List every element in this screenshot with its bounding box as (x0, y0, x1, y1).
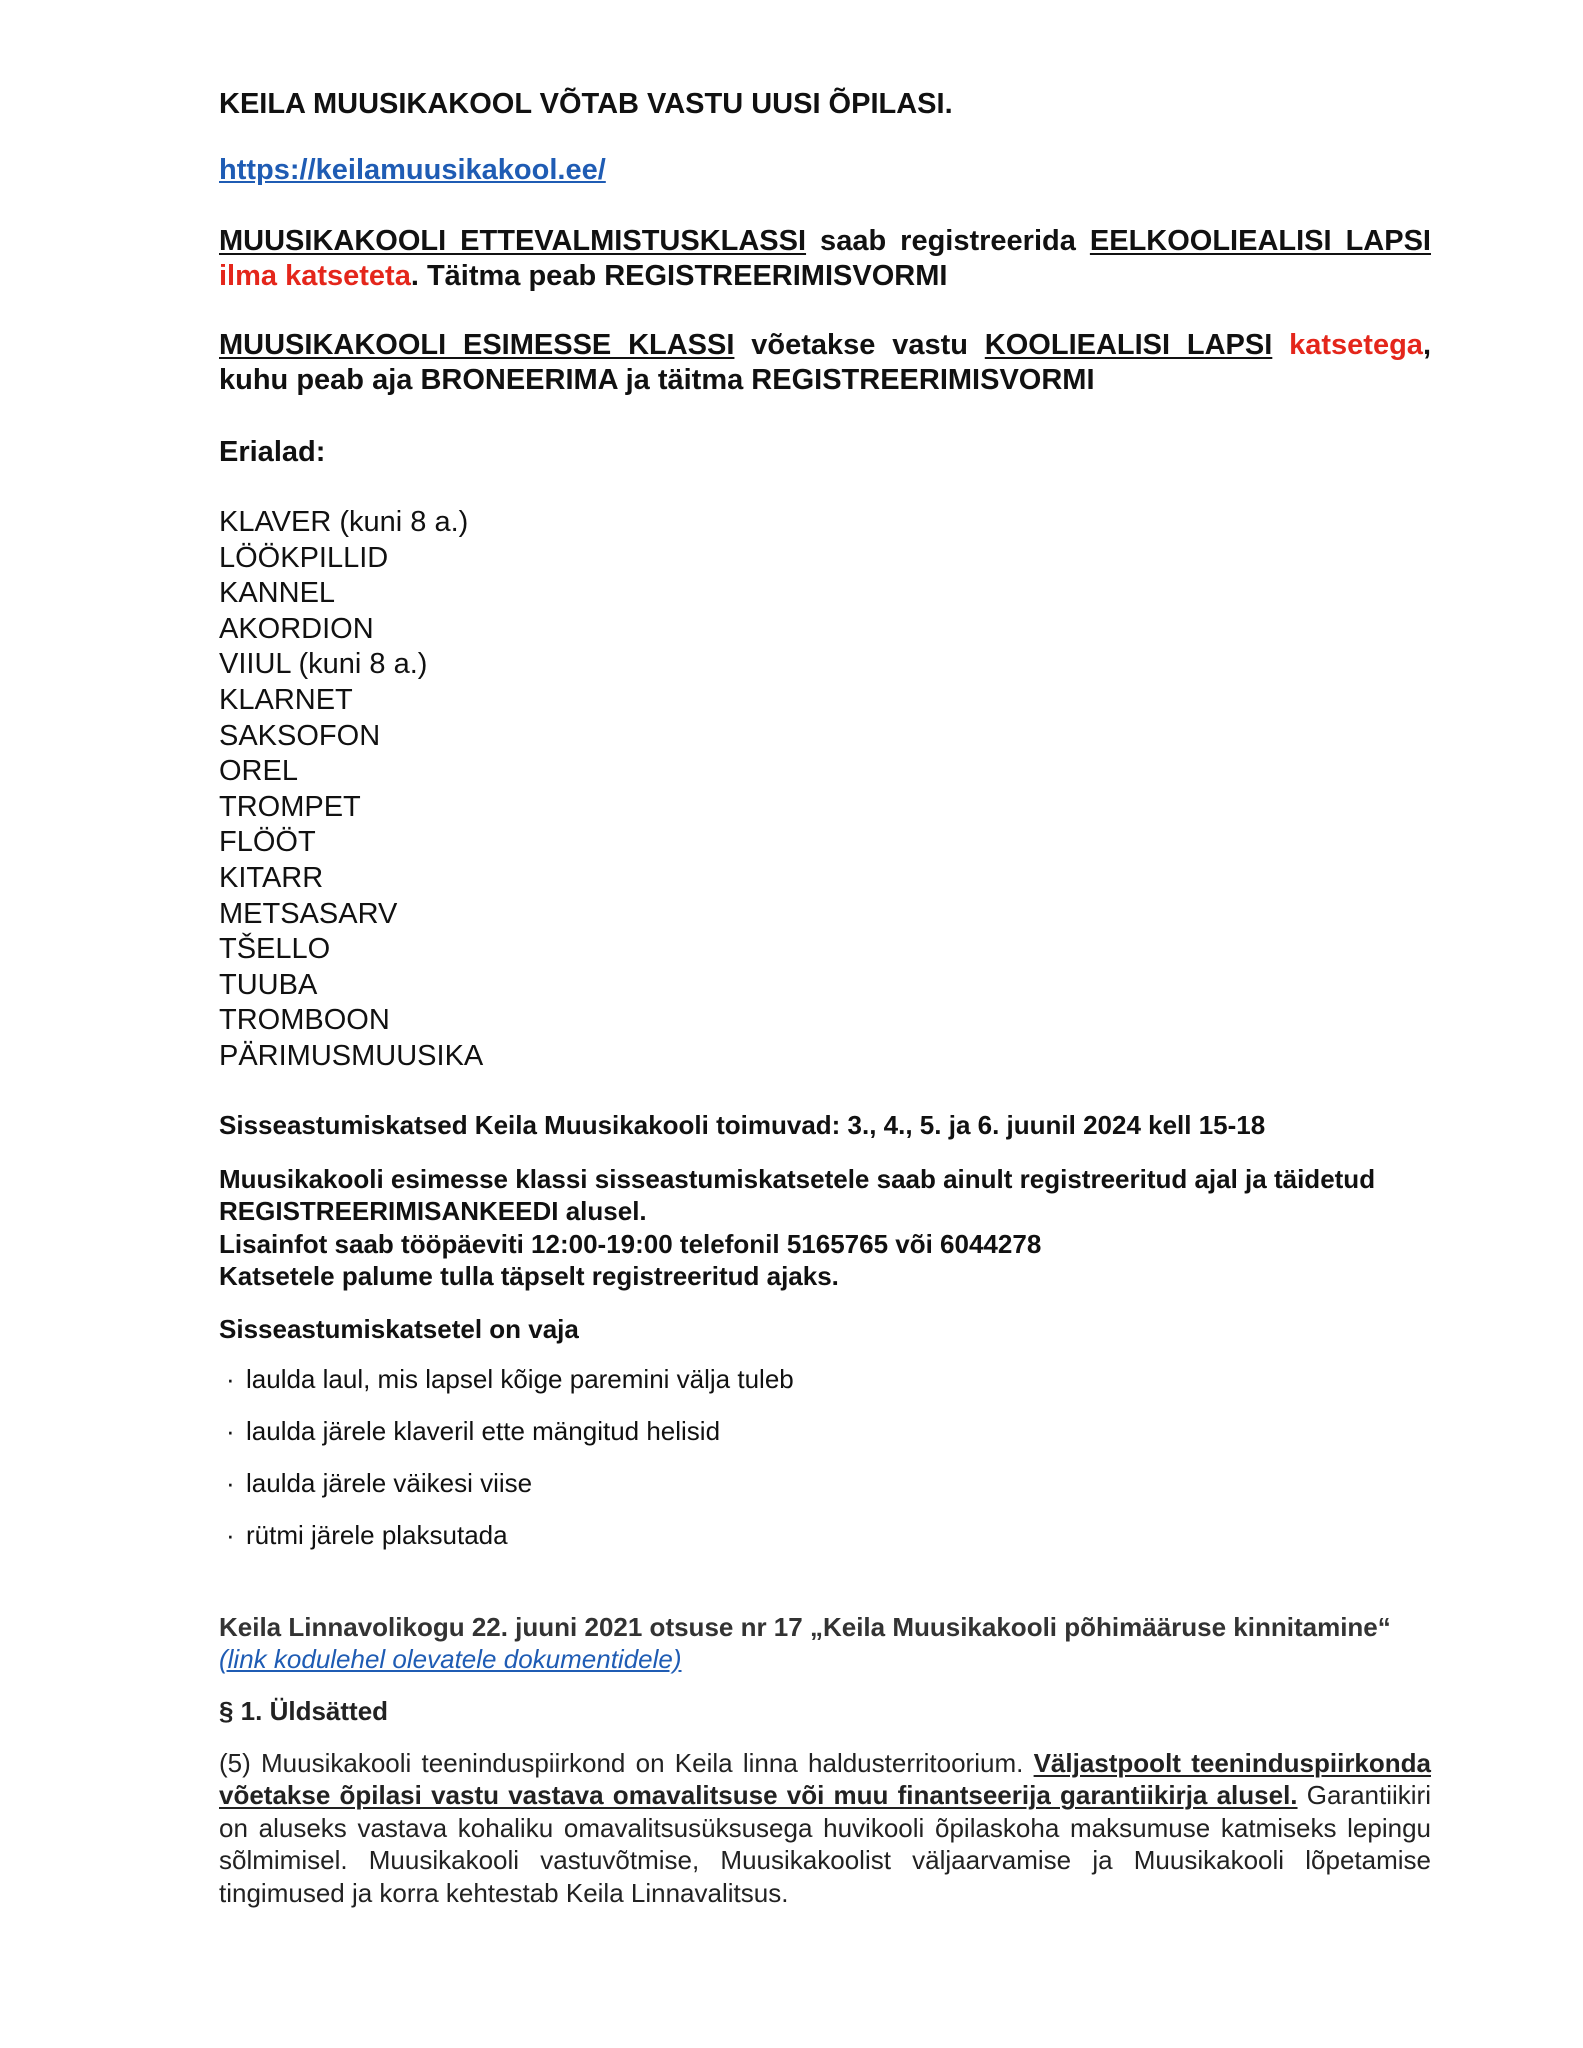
subject-item: PÄRIMUSMUUSIKA (219, 1039, 484, 1072)
subject-item: KLAVER (kuni 8 a.) (219, 506, 469, 538)
prep-class-who: EELKOOLIEALISI LAPSI (1089, 225, 1431, 257)
subject-item: LÖÖKPILLID (219, 541, 389, 574)
section-text-part1: (5) Muusikakooli teeninduspiirkond on Keila linna haldusterritoorium. (219, 1747, 1034, 1778)
requirement-text: laulda laul, mis lapsel kõige paremini välja tuleb (246, 1363, 794, 1394)
first-class-text1: võetakse vastu (734, 329, 985, 361)
info-line: Lisainfot saab tööpäeviti 12:00-19:00 telefonil 5165765 või 6044278 (219, 1228, 1042, 1259)
bullet-icon: · (226, 1467, 235, 1498)
prep-class-name: MUUSIKAKOOLI ETTEVALMISTUSKLASSI (219, 225, 807, 257)
prep-class-paragraph (219, 224, 1431, 294)
subject-item: VIIUL (kuni 8 a.) (219, 648, 428, 681)
requirement-item (226, 1363, 1431, 1395)
section-paragraph (219, 1747, 1431, 1910)
requirement-text: rütmi järele plaksutada (246, 1519, 508, 1550)
requirement-item (226, 1467, 1431, 1499)
subjects-heading: Erialad: (219, 436, 326, 468)
page-title: KEILA MUUSIKAKOOL VÕTAB VASTU UUSI ÕPILASI. (219, 88, 953, 120)
section-heading: § 1. Üldsätted (219, 1695, 389, 1726)
subject-item: TROMBOON (219, 1004, 390, 1037)
subject-item: SAKSOFON (219, 719, 381, 752)
bullet-icon: · (226, 1415, 235, 1446)
section-text-part2: Garantiikiri on aluseks vastava kohaliku omavalitsusüksusega huvikooli õpilaskoha maksumuse katmiseks lepingu sõlmimisel. Muusikakooli vastuvõtmise, Muusikakoolist väljaarvamise ja Muusikakooli lõpetamise tingimused ja korra kehtestab Keila Linnavalitsus. (219, 1780, 1431, 1908)
subject-item: METSASARV (219, 897, 398, 930)
subject-item: AKORDION (219, 612, 374, 645)
subject-item: TROMPET (219, 790, 361, 823)
requirement-text: laulda järele klaveril ette mängitud helisid (246, 1415, 721, 1446)
subject-item: OREL (219, 755, 298, 788)
prep-class-text2: . Täitma peab REGISTREERIMISVORMI (410, 260, 948, 292)
requirements-list (226, 1363, 1431, 1551)
prep-class-text1: saab registreerida (806, 225, 1090, 257)
subject-item: FLÖÖT (219, 826, 316, 859)
subject-item: TŠELLO (219, 933, 331, 966)
info-line: Muusikakooli esimesse klassi sisseastumiskatsetele saab ainult registreeritud ajal ja täidetud REGISTREERIMISANKEEDI alusel. (219, 1163, 1376, 1226)
first-class-paragraph (219, 328, 1431, 398)
requirement-item (226, 1415, 1431, 1447)
subject-item: TUUBA (219, 968, 318, 1001)
subject-item: KANNEL (219, 577, 336, 610)
documents-link[interactable]: (link kodulehel olevatele dokumentidele) (219, 1643, 682, 1674)
first-class-who: KOOLIEALISI LAPSI (984, 329, 1273, 361)
website-link[interactable]: https://keilamuusikakool.ee/ (219, 154, 606, 186)
info-block (219, 1163, 1431, 1293)
requirement-item (226, 1519, 1431, 1551)
exam-dates: Sisseastumiskatsed Keila Muusikakooli toimuvad: 3., 4., 5. ja 6. juunil 2024 kell 15-18 (219, 1109, 1266, 1140)
first-class-text2: , kuhu peab aja BRONEERIMA ja täitma REGISTREERIMISVORMI (219, 329, 1432, 396)
document-page (219, 84, 1431, 1909)
prep-class-condition: ilma katseteta (219, 260, 411, 292)
info-line: Katsetele palume tulla täpselt registreeritud ajaks. (219, 1261, 839, 1291)
requirements-heading: Sisseastumiskatsetel on vaja (219, 1313, 579, 1344)
subject-item: KLARNET (219, 683, 353, 716)
bullet-icon: · (226, 1363, 235, 1394)
requirement-text: laulda järele väikesi viise (246, 1467, 533, 1498)
subject-item: KITARR (219, 861, 324, 894)
section-text-emphasis: Väljastpoolt teeninduspiirkonda võetakse õpilasi vastu vastava omavalitsuse või muu finantseerija garantiikirja alusel. (219, 1747, 1431, 1810)
first-class-name: MUUSIKAKOOLI ESIMESSE KLASSI (219, 329, 735, 361)
regulation-reference (219, 1611, 1431, 1675)
regulation-text: Keila Linnavolikogu 22. juuni 2021 otsuse nr 17 „Keila Muusikakooli põhimääruse kinnitamine“ (219, 1611, 1391, 1642)
first-class-space (1272, 329, 1289, 361)
bullet-icon: · (226, 1519, 235, 1550)
first-class-condition: katsetega (1289, 329, 1423, 361)
subjects-list (219, 505, 1431, 1075)
